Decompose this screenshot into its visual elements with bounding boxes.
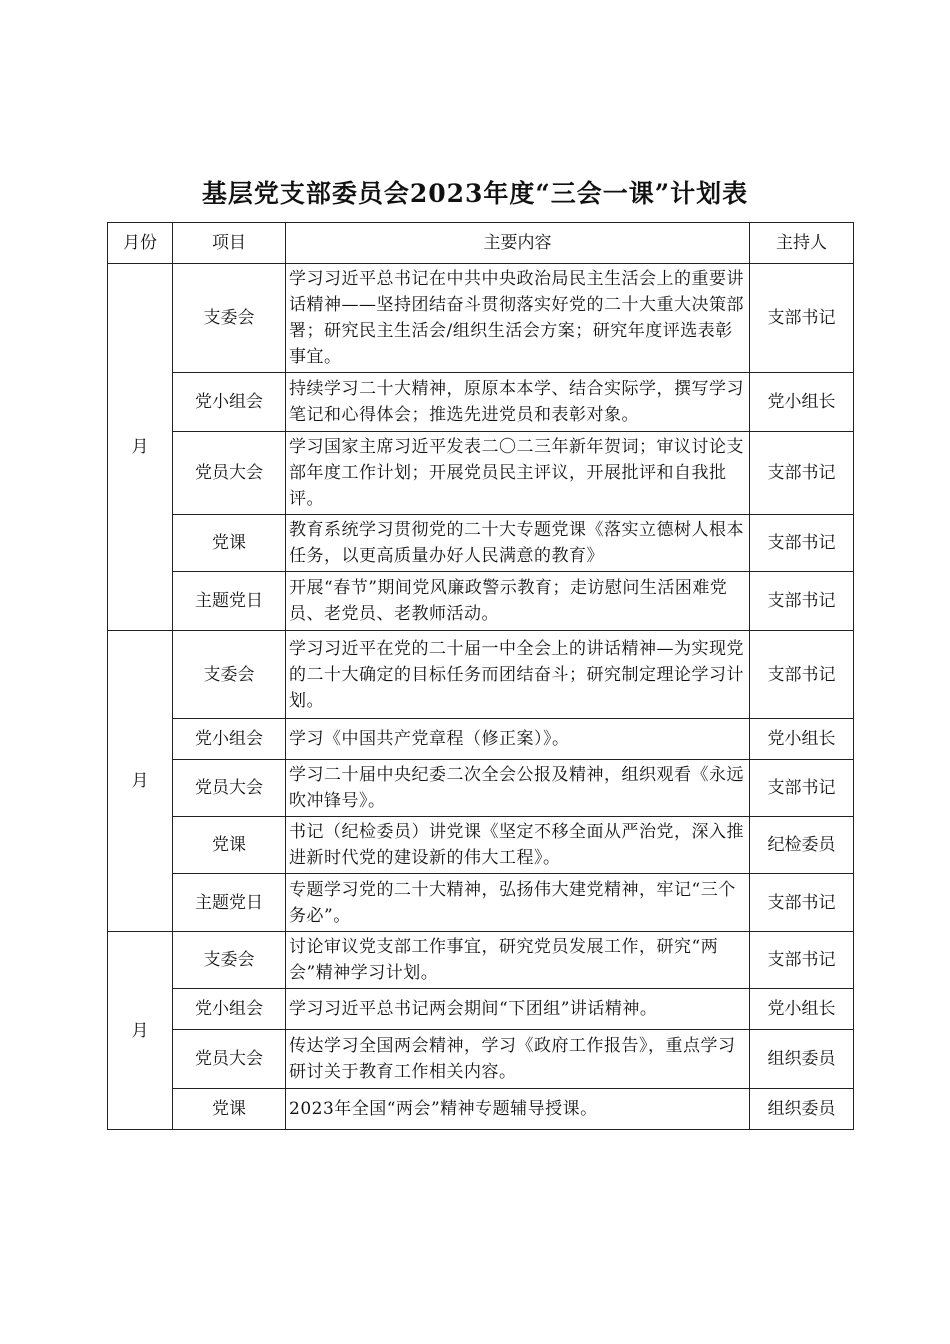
host-cell: 支部书记	[750, 631, 854, 719]
header-content: 主要内容	[286, 223, 750, 264]
table-row	[108, 432, 854, 515]
host-cell: 支部书记	[750, 760, 854, 817]
item-cell: 党课	[173, 1089, 286, 1130]
item-cell: 党小组会	[173, 989, 286, 1030]
table-row	[108, 631, 854, 719]
content-cell: 开展“春节”期间党风廉政警示教育；走访慰问生活困难党员、老党员、老教师活动。	[286, 572, 750, 631]
host-cell: 支部书记	[750, 874, 854, 932]
item-cell: 党小组会	[173, 719, 286, 760]
content-cell: 学习习近平总书记两会期间“下团组”讲话精神。	[286, 989, 750, 1030]
table-row	[108, 719, 854, 760]
table-row	[108, 264, 854, 373]
content-cell: 学习二十届中央纪委二次全会公报及精神，组织观看《永远吹冲锋号》。	[286, 760, 750, 817]
content-cell: 学习《中国共产党章程（修正案）》。	[286, 719, 750, 760]
table-row	[108, 817, 854, 874]
month-cell: 月	[108, 932, 173, 1130]
item-cell: 党课	[173, 817, 286, 874]
item-cell: 党员大会	[173, 1030, 286, 1089]
table-row	[108, 874, 854, 932]
item-cell: 党员大会	[173, 760, 286, 817]
item-cell: 党员大会	[173, 432, 286, 515]
table-row	[108, 760, 854, 817]
host-cell: 支部书记	[750, 515, 854, 572]
item-cell: 支委会	[173, 932, 286, 989]
header-host: 主持人	[750, 223, 854, 264]
content-cell: 教育系统学习贯彻党的二十大专题党课《落实立德树人根本任务，以更高质量办好人民满意的教育》	[286, 515, 750, 572]
table-row	[108, 932, 854, 989]
table-row	[108, 572, 854, 631]
content-cell: 2023年全国“两会”精神专题辅导授课。	[286, 1089, 750, 1130]
content-cell: 讨论审议党支部工作事宜，研究党员发展工作，研究“两会”精神学习计划。	[286, 932, 750, 989]
host-cell: 纪检委员	[750, 817, 854, 874]
table-row	[108, 989, 854, 1030]
content-cell: 学习国家主席习近平发表二〇二三年新年贺词；审议讨论支部年度工作计划；开展党员民主评议，开展批评和自我批评。	[286, 432, 750, 515]
content-cell: 学习习近平在党的二十届一中全会上的讲话精神—为实现党的二十大确定的目标任务而团结奋斗；研究制定理论学习计划。	[286, 631, 750, 719]
item-cell: 主题党日	[173, 572, 286, 631]
host-cell: 组织委员	[750, 1030, 854, 1089]
item-cell: 党课	[173, 515, 286, 572]
host-cell: 党小组长	[750, 989, 854, 1030]
table-header-row	[108, 223, 854, 264]
month-cell: 月	[108, 631, 173, 932]
content-cell: 专题学习党的二十大精神，弘扬伟大建党精神，牢记“三个务必”。	[286, 874, 750, 932]
month-cell: 月	[108, 264, 173, 631]
item-cell: 支委会	[173, 264, 286, 373]
host-cell: 支部书记	[750, 264, 854, 373]
host-cell: 支部书记	[750, 432, 854, 515]
host-cell: 党小组长	[750, 719, 854, 760]
item-cell: 支委会	[173, 631, 286, 719]
content-cell: 持续学习二十大精神，原原本本学、结合实际学，撰写学习笔记和心得体会；推选先进党员和表彰对象。	[286, 373, 750, 432]
item-cell: 党小组会	[173, 373, 286, 432]
header-month: 月份	[108, 223, 173, 264]
item-cell: 主题党日	[173, 874, 286, 932]
plan-table	[107, 222, 854, 1130]
host-cell: 组织委员	[750, 1089, 854, 1130]
host-cell: 党小组长	[750, 373, 854, 432]
content-cell: 学习习近平总书记在中共中央政治局民主生活会上的重要讲话精神——坚持团结奋斗贯彻落实好党的二十大重大决策部署；研究民主生活会/组织生活会方案；研究年度评选表彰事宜。	[286, 264, 750, 373]
table-row	[108, 1089, 854, 1130]
page-title: 基层党支部委员会2023年度“三会一课”计划表	[201, 179, 749, 208]
content-cell: 书记（纪检委员）讲党课《坚定不移全面从严治党，深入推进新时代党的建设新的伟大工程》。	[286, 817, 750, 874]
host-cell: 支部书记	[750, 572, 854, 631]
table-row	[108, 515, 854, 572]
content-cell: 传达学习全国两会精神，学习《政府工作报告》，重点学习研讨关于教育工作相关内容。	[286, 1030, 750, 1089]
header-item: 项目	[173, 223, 286, 264]
table-row	[108, 1030, 854, 1089]
table-row	[108, 373, 854, 432]
host-cell: 支部书记	[750, 932, 854, 989]
